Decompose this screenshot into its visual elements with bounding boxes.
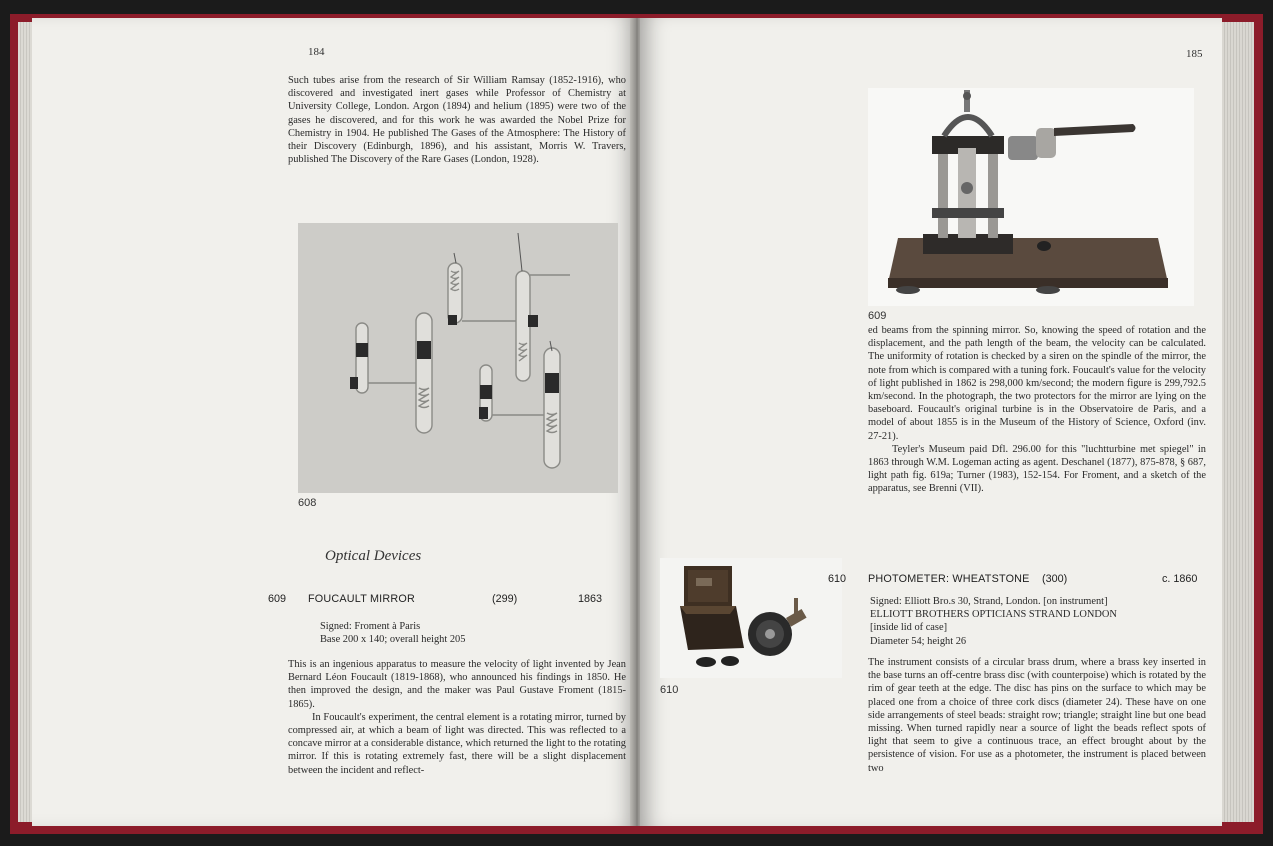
entry-610-signed-case: ELLIOTT BROTHERS OPTICIANS STRAND LONDON [870,609,1117,621]
figure-608-photo [298,223,618,493]
entry-610-body: The instrument consists of a circular brass drum, where a brass key inserted in the base turns an off-centre brass disc (with counterpoise) which is rotated by the rim of gear teeth at the edge. The disc has pins on the surface to which may be placed one from a choice of three cork discs (diameter 24). These have on one side arrangements of steel beads: straight row; triangle; straight line but one bead missing. When turned rapidly near a source of light the beads reflect spots of light that seem to give a continuous trace, an effect brought about by the persistence of vision. For use as a photometer, the instrument is placed between two [868,657,1206,774]
entry-609-number: 609 [268,593,287,605]
entry-610-dimensions: Diameter 54; height 26 [870,635,967,647]
entry-610-title: PHOTOMETER: WHEATSTONE [868,573,1030,585]
body-paragraph-2: In Foucault's experiment, the central element is a rotating mirror, turned by compressed air, at which a beam of light was directed. This was reflected to a concave mirror at a considerable distance, which returned the light to the rotating mirror. If this is rotating extremely fast, there will be a slight displacement between the incident and reflect- [288,711,626,776]
entry-610-number: 610 [828,573,847,585]
entry-610-signed-case-note: [inside lid of case] [870,622,948,634]
figure-608-label: 608 [298,497,317,509]
entry-610-meta [870,595,1117,648]
page-number-right: 185 [1186,48,1203,60]
right-text-block [868,324,1206,496]
entry-609-body [288,658,626,777]
figure-609-label: 609 [868,310,887,322]
entry-610-inventory: (300) [1042,573,1068,585]
entry-609-signed: Signed: Froment à Paris [320,621,421,632]
figure-610-label: 610 [660,684,679,696]
entry-610-date: c. 1860 [1162,573,1198,585]
figure-609-photo [868,88,1194,306]
entry-610-heading [640,573,1222,589]
entry-609-date: 1863 [578,593,603,605]
entry-609-title: FOUCAULT MIRROR [308,593,415,605]
entry-609-heading [32,593,636,609]
entry-609-meta [320,620,465,646]
left-page [32,18,636,826]
intro-paragraph: Such tubes arise from the research of Sir William Ramsay (1852-1916), who discovered and investigated inert gases while Professor of Chemistry at University College, London. Argon (1894) and helium (1895) were two of the gases he discovered, and for this work he was awarded the Nobel Prize for Chemistry in 1904. He published The Gases of the Atmosphere: The History of their Discovery (Edinburgh, 1896), and his assistant, Morris W. Travers, published The Discovery of the Rare Gases (London, 1928). [288,75,626,166]
entry-610-signed: Signed: Elliott Bro.s 30, Strand, London. [on instrument] [870,596,1108,607]
right-page [640,18,1222,826]
discharge-tubes-illustration [298,223,618,493]
entry-609-dimensions: Base 200 x 140; overall height 205 [320,634,466,646]
foucault-mirror-illustration [868,88,1194,306]
continuation-paragraph: ed beams from the spinning mirror. So, knowing the speed of rotation and the displacement, and the path length of the beam, the velocity can be calculated. The uniformity of rotation is checked by a siren on the spindle of the mirror, the note from which is compared with a tuning fork. Foucault's value for the velocity of light published in 1862 is 298,000 km/second; the modern figure is 299,792.5 km/second. In the photograph, the two protectors for the mirror are lying on the baseboard. Foucault's original turbine is in the Observatoire de Paris, and a model of about 1855 is in the Museum of the History of Science, Oxford (inv. 27-21). [868,325,1206,442]
body-paragraph-1: This is an ingenious apparatus to measure the velocity of light invented by Jean Bernard Léon Foucault (1819-1868), who announced his findings in 1850. He then improved the design, and the maker was Paul Gustave Froment (1815-1865). [288,659,626,710]
section-title: Optical Devices [325,548,422,564]
page-edges-right [1222,22,1254,822]
entry-609-inventory: (299) [492,593,518,605]
page-number-left: 184 [308,46,325,58]
teyler-paragraph: Teyler's Museum paid Dfl. 296.00 for this "luchtturbine met spiegel" in 1863 through W.M. Logeman acting as agent. Deschanel (1877), 875-878, § 687, light path fig. 619a; Turner (1983), 152-154. For Froment, and a sketch of the apparatus, see Brenni (VII). [868,443,1206,495]
